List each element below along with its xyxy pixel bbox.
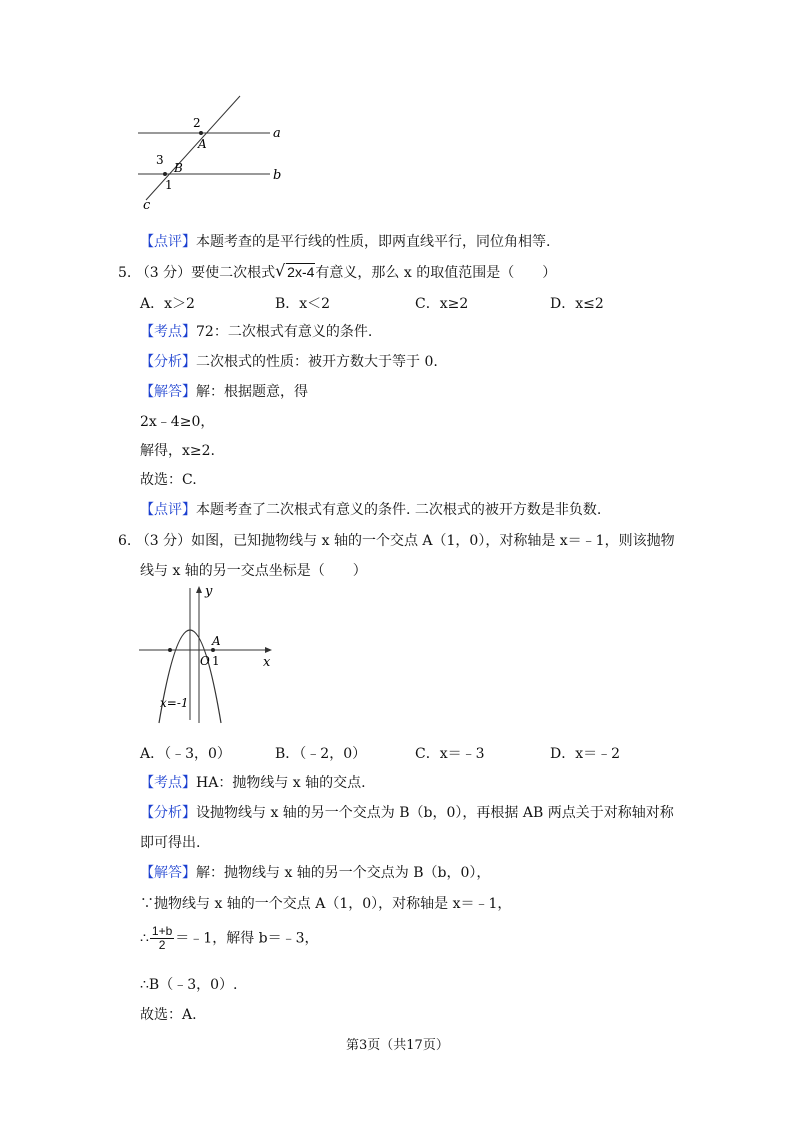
angle-2-label: 2	[193, 116, 201, 130]
q6-option-a: A．（﹣3，0）	[140, 746, 231, 762]
question-stem-rest: 有意义，那么 x 的取值范围是（ ）	[315, 265, 557, 281]
q6-step2	[140, 925, 319, 952]
line-b-label: b	[273, 168, 282, 183]
point-A-label: A	[198, 137, 207, 151]
comment-tag: 【点评】	[140, 234, 196, 250]
therefore-symbol: ∴	[140, 930, 149, 947]
line-c-label: c	[143, 198, 151, 213]
fraction	[150, 925, 174, 952]
q6-step3: ∴B（﹣3，0）.	[140, 977, 238, 993]
analysis-tag: 【分析】	[140, 354, 196, 370]
q5-step2: 解得，x≥2.	[140, 443, 215, 459]
q5-option-b: B．x＜2	[275, 296, 331, 312]
fraction-denominator: 2	[158, 938, 166, 952]
answer-text: 解：根据题意，得	[196, 384, 308, 400]
q6-choice: 故选：A.	[140, 1007, 197, 1023]
question-number: 6.	[118, 533, 132, 549]
answer-text: 解：抛物线与 x 轴的另一个交点为 B（b，0），	[196, 865, 491, 881]
q5-point	[140, 321, 372, 341]
parabola-figure	[135, 580, 285, 725]
q6-option-b: B．（﹣2，0）	[275, 746, 367, 762]
point-text: 72：二次根式有意义的条件.	[196, 324, 373, 340]
answer-tag: 【解答】	[140, 384, 196, 400]
q5-option-d: D．x≤2	[550, 296, 604, 312]
q5-answer	[140, 381, 308, 401]
comment-tag: 【点评】	[140, 502, 196, 518]
point-text: HA：抛物线与 x 轴的交点.	[196, 775, 366, 791]
q6-stem-line2: 线与 x 轴的另一交点坐标是（ ）	[140, 563, 367, 579]
q5-option-c: C．x≥2	[415, 296, 469, 312]
page-footer: 第3页（共17页）	[346, 1038, 449, 1053]
radicand: 2x-4	[287, 264, 315, 280]
q6-point	[140, 772, 366, 792]
x-axis-label: x	[263, 655, 271, 670]
origin-label: O	[200, 654, 210, 668]
q6-option-c: C．x＝﹣3	[415, 746, 485, 762]
comment-text: 本题考查了二次根式有意义的条件. 二次根式的被开方数是非负数.	[196, 502, 602, 518]
q6-analysis-line1	[140, 802, 674, 822]
question-number: 5.	[118, 265, 132, 281]
sqrt-expression: √ 2x-4	[275, 261, 315, 280]
q6-option-d: D．x＝﹣2	[550, 746, 621, 762]
comment-text: 本题考查的是平行线的性质，即两直线平行，同位角相等.	[196, 234, 551, 250]
q5-choice: 故选：C.	[140, 472, 197, 488]
q5-step1: 2x﹣4≥0，	[140, 414, 215, 430]
line-c	[146, 96, 240, 200]
point-A-label: A	[212, 634, 221, 648]
tick-1-label: 1	[212, 654, 220, 668]
parallel-lines-figure	[130, 90, 300, 215]
angle-1-label: 1	[165, 178, 173, 192]
y-axis-arrow	[196, 586, 202, 593]
x-axis-arrow	[265, 647, 272, 653]
line-a-label: a	[273, 126, 281, 141]
symmetry-axis-label: x=-1	[160, 696, 189, 710]
fraction-numerator: 1+b	[151, 924, 173, 938]
point-tag: 【考点】	[140, 324, 196, 340]
analysis-text: 设抛物线与 x 轴的另一个交点为 B（b，0），再根据 AB 两点关于对称轴对称	[196, 805, 674, 821]
answer-tag: 【解答】	[140, 865, 196, 881]
analysis-tag: 【分析】	[140, 805, 196, 821]
analysis-text: 二次根式的性质：被开方数大于等于 0.	[196, 354, 438, 370]
question-stem: （3 分）如图，已知抛物线与 x 轴的一个交点 A（1，0），对称轴是 x＝﹣1，则该抛物	[135, 533, 675, 549]
y-axis-label: y	[205, 584, 213, 599]
point-B-dot	[163, 172, 167, 176]
q6-answer	[140, 862, 490, 882]
point-A-dot	[199, 131, 203, 135]
q6-step1: ∵抛物线与 x 轴的一个交点 A（1，0），对称轴是 x＝﹣1，	[140, 896, 512, 912]
q5-analysis	[140, 351, 438, 371]
other-intersection-dot	[168, 648, 172, 652]
question-score: （3 分）要使二次根式	[135, 265, 276, 281]
q4-comment	[140, 231, 550, 251]
point-B-label: B	[174, 161, 183, 175]
step2-rest: ＝﹣1，解得 b＝﹣3，	[175, 930, 319, 947]
q5-option-a: A．x＞2	[140, 296, 195, 312]
angle-3-label: 3	[156, 153, 164, 167]
q5-comment	[140, 499, 601, 519]
q5-stem	[118, 262, 556, 282]
point-tag: 【考点】	[140, 775, 196, 791]
q6-analysis-line2: 即可得出.	[140, 835, 201, 851]
q6-stem-line1	[118, 530, 675, 550]
point-A-dot	[211, 648, 215, 652]
